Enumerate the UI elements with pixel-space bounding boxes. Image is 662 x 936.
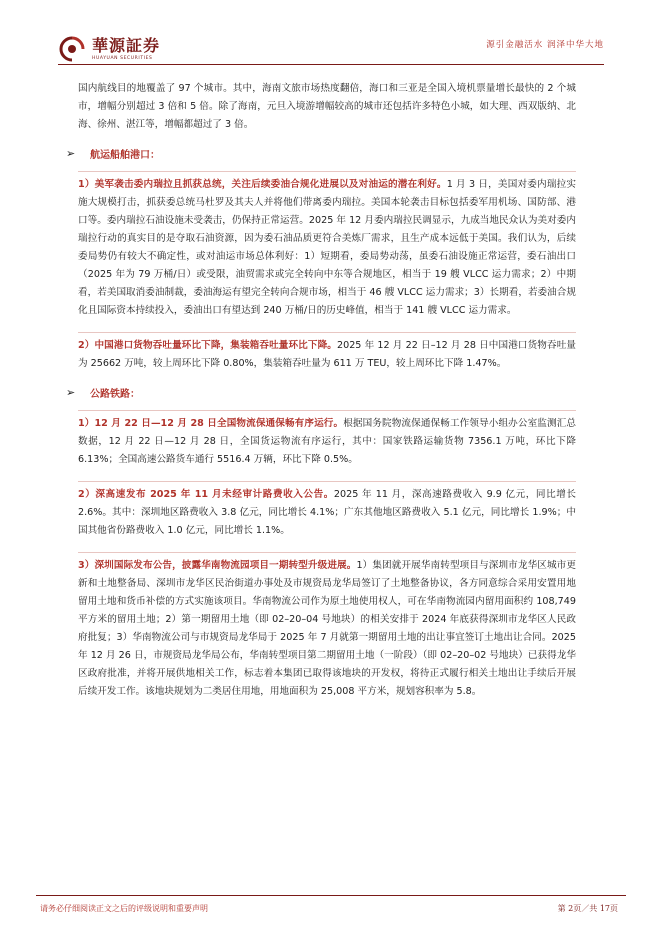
logo-chinese-name: 華源証券 <box>92 35 161 55</box>
arrow-bullet-icon: ➢ <box>66 147 76 160</box>
logo-emblem-icon <box>58 36 86 62</box>
section-title: 航运船舶港口： <box>90 150 160 161</box>
page-header <box>0 0 662 70</box>
news-headline: 2）中国港口货物吞吐量环比下降，集装箱吞吐量环比下降。 <box>78 340 337 351</box>
page-number: 第 2页／共 17页 <box>557 904 618 913</box>
news-body: 2025 年 12 月 22 日–12 月 28 日中国港口货物吞吐量为 25662 万吨，较上周环比下降 0.80%，集装箱吞吐量为 611 万 TEU，较上周环比下降 1.47%。 <box>78 340 576 369</box>
section-shipping <box>64 146 600 161</box>
block-divider <box>78 481 576 482</box>
header-divider <box>58 64 604 65</box>
news-body: 根据国务院物流保通保畅工作领导小组办公室监测汇总数据，12 月 22 日—12 月 28 日，全国货运物流有序运行，其中：国家铁路运输货物 7356.1 万吨，环比下降 6.13%；全国高速公路货车通行 5516.4 万辆，环比下降 0.5%。 <box>78 418 576 465</box>
arrow-bullet-icon: ➢ <box>66 386 76 399</box>
company-logo <box>58 36 160 62</box>
news-block <box>78 415 576 469</box>
header-slogan: 源引金融活水 润泽中华大地 <box>486 40 604 50</box>
section-title: 公路铁路： <box>90 389 140 400</box>
block-divider <box>78 410 576 411</box>
news-block <box>78 337 576 373</box>
block-divider <box>78 552 576 553</box>
news-headline: 2）深高速发布 2025 年 11 月未经审计路费收入公告。 <box>78 489 334 500</box>
news-headline: 1）12 月 22 日—12 月 28 日全国物流保通保畅有序运行。 <box>78 418 344 429</box>
news-block <box>78 486 576 540</box>
news-block <box>78 176 576 320</box>
block-divider <box>78 171 576 172</box>
footer-disclaimer: 请务必仔细阅读正文之后的评级说明和重要声明 <box>40 904 208 913</box>
intro-paragraph: 国内航线目的地覆盖了 97 个城市。其中，海南文旅市场热度翻倍，海口和三亚是全国入境机票量增长最快的 2 个城市，增幅分别超过 3 倍和 5 倍。除了海南，元旦入境游增幅较高的城市还包括许多特色小城，如大理、西双版纳、北海、徐州、湛江等，增幅都超过了 3 倍。 <box>78 83 576 130</box>
news-block <box>78 557 576 701</box>
news-body: 2025 年 11 月，深高速路费收入 9.9 亿元，同比增长 2.6%。其中：深圳地区路费收入 3.8 亿元，同比增长 4.1%；广东其他地区路费收入 5.1 亿元，同比增长 1.9%；中国其他省份路费收入 1.0 亿元，同比增长 1.1%。 <box>78 489 576 536</box>
news-headline: 1）美军袭击委内瑞拉且抓获总统，关注后续委油合规化进展以及对油运的潜在利好。 <box>78 179 447 190</box>
logo-english-name: HUAYUAN SECURITIES <box>92 55 153 61</box>
news-headline: 3）深圳国际发布公告，披露华南物流园项目一期转型升级进展。 <box>78 560 357 571</box>
section-road-rail <box>64 385 600 400</box>
block-divider <box>78 332 576 333</box>
page-footer <box>0 880 662 936</box>
news-body: 1 月 3 日，美国对委内瑞拉实施大规模打击，抓获委总统马杜罗及其夫人并将他们带离委内瑞拉。美国本轮袭击目标包括委军用机场、国防部、港口等。委内瑞拉石油设施未受袭击，仍保持正常运营。2025 年 12 月委内瑞拉民调显示，九成当地民众认为美对委内瑞拉行动的真实目的是夺取石油资源，因为委石油品质更符合美炼厂需求，且生产成本远低于美国。我们认为，后续委局势仍有较大不确定性，或对油运市场总体利好：1）短期看，委局势动荡，虽委石油设施正常运营，委石油出口（2025 年为 79 万桶/日）或受限，油贸需求或完全转向中东等合规地区，相当于 19 艘 VLCC 运力需求；2）中期看，若美国取消委油制裁，委油海运有望完全转向合规市场，相当于 46 艘 VLCC 运力需求；3）长期看，若委油合规化且国际资本持续投入，委油出口有望达到 240 万桶/日的历史峰值，相当于 141 艘 VLCC 运力需求。 <box>78 179 576 316</box>
footer-divider <box>36 895 626 896</box>
news-body: 1）集团就开展华南转型项目与深圳市龙华区城市更新和土地整备局、深圳市龙华区民治街道办事处及市规资局龙华局签订了土地整备协议，各方同意综合采用安置用地留用土地和货币补偿的方式实施该项目。华南物流公司作为原土地使用权人，可在华南物流园内留用面积约 108,749 平方米的留用土地；2）第一期留用土地（即 02–20–04 号地块）的相关安排于 2024 年底获得深圳市龙华区人民政府批复；3）华南物流公司与市规资局龙华局于 2025 年 7 月就第一期留用土地的出让事宜签订土地出让合同。2025 年 12 月 26 日，市规资局龙华局公布，华南转型项目第二期留用土地（一阶段）（即 02–20–02 号地块）已获得龙华区政府批准，并将开展供地相关工作，标志着本集团已取得该地块的开发权，将待正式履行相关土地出让手续后开展后续开发工作。该地块规划为二类居住用地，用地面积为 25,008 平方米，规划容积率为 5.8。 <box>78 560 576 697</box>
page-content <box>64 80 600 713</box>
